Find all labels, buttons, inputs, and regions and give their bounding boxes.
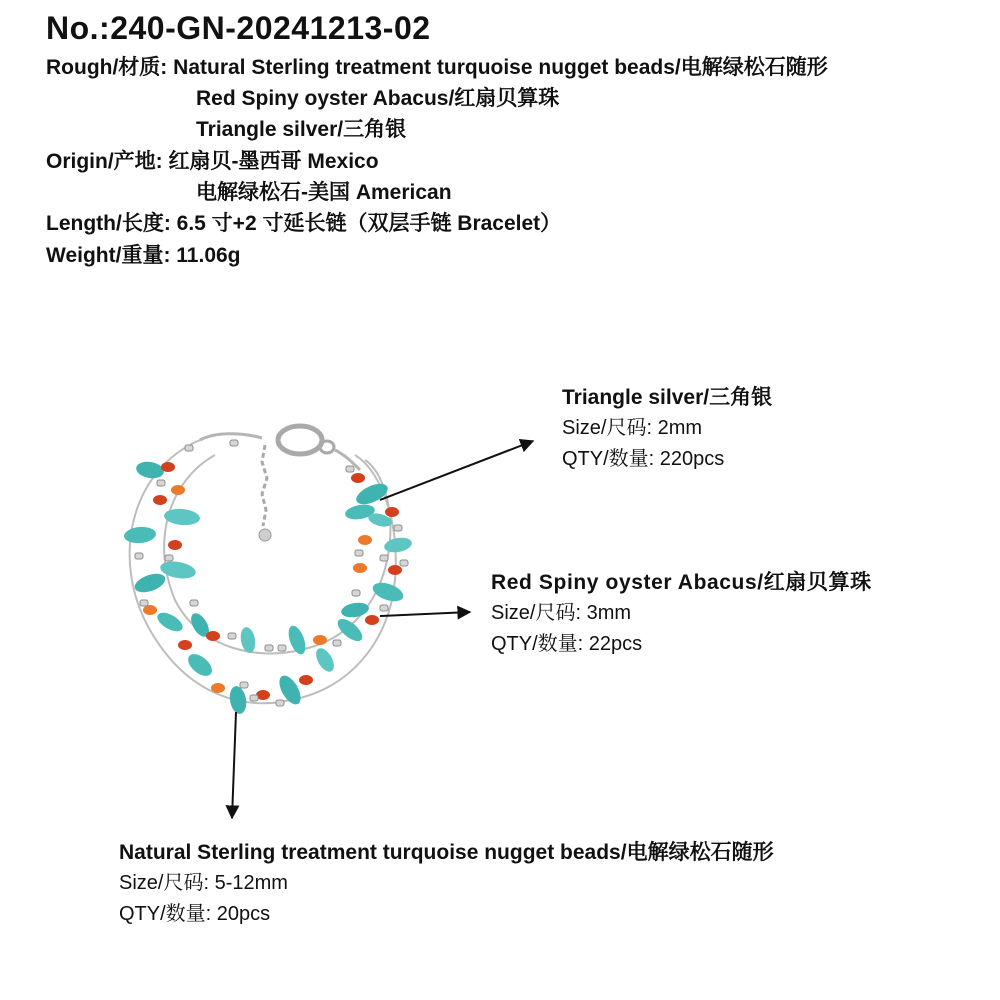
spiny-callout [491,567,872,660]
spiny-callout-qty: QTY/数量: 22pcs [491,633,643,655]
length-value: 6.5 寸+2 寸延长链（双层手链 Bracelet） [176,212,562,235]
turquoise-callout-size: Size/尺码: 5-12mm [119,872,288,894]
silver-callout-name: Triangle silver/三角银 [562,386,773,409]
lobster-clasp [278,426,322,454]
extension-chain [262,445,267,526]
clasp-and-chain [200,426,360,541]
silver-callout [562,382,772,475]
silver-callout-qty: QTY/数量: 220pcs [562,448,725,470]
origin-line-1: 红扇贝-墨西哥 Mexico [168,150,379,173]
turquoise-beads [123,460,413,715]
product-number-title: No.:240-GN-20241213-02 [46,10,431,46]
silver-callout-arrow [380,441,533,500]
turquoise-callout-qty: QTY/数量: 20pcs [119,903,271,925]
spiny-callout-name: Red Spiny oyster Abacus/红扇贝算珠 [491,571,872,594]
rough-line-3: Triangle silver/三角银 [196,118,407,141]
spiny-callout-size: Size/尺码: 3mm [491,602,632,624]
silver-callout-size: Size/尺码: 2mm [562,417,703,439]
weight-value: 11.06g [176,244,241,267]
origin-label: Origin/产地: [46,150,163,173]
origin-line-2: 电解绿松石-美国 American [196,181,452,204]
turquoise-callout-name: Natural Sterling treatment turquoise nugget beads/电解绿松石随形 [119,841,774,864]
rough-line-1: Natural Sterling treatment turquoise nugget beads/电解绿松石随形 [173,56,828,79]
chain-end-drop [259,529,271,541]
spiny-callout-arrow [380,612,470,616]
rough-label: Rough/材质: [46,56,168,79]
turquoise-callout [119,837,774,930]
weight-label: Weight/重量: [46,244,171,267]
length-label: Length/长度: [46,212,171,235]
rough-line-2: Red Spiny oyster Abacus/红扇贝算珠 [196,87,560,110]
turquoise-callout-arrow [232,712,236,818]
